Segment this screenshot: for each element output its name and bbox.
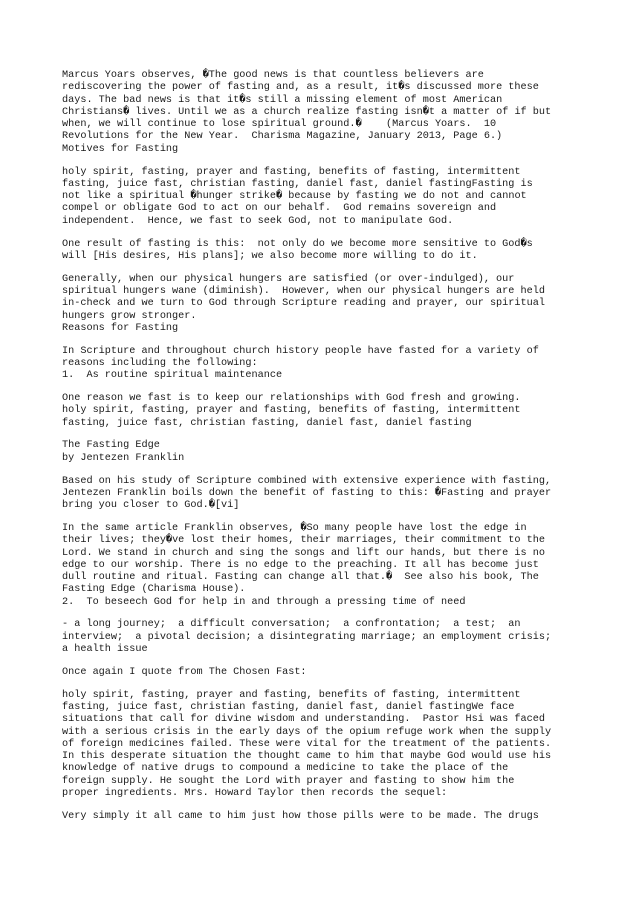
paragraph — [62, 70, 582, 156]
text-line: One result of fasting is this: not only do we become more sensitive to God�s — [62, 238, 533, 250]
text-line: In Scripture and throughout church history people have fasted for a variety of — [62, 345, 539, 357]
text-line: dull routine and ritual. Fasting can change all that.� See also his book, The — [62, 572, 539, 584]
paragraph — [62, 619, 582, 656]
text-line: In the same article Franklin observes, �So many people have lost the edge in — [62, 522, 527, 534]
paragraph — [62, 523, 582, 609]
text-line: not like a spiritual �hunger strike� because by fasting we do not and cannot — [62, 191, 527, 203]
text-line: One reason we fast is to keep our relationships with God fresh and growing. — [62, 393, 521, 405]
text-line: Revolutions for the New Year. Charisma Magazine, January 2013, Page 6.) — [62, 131, 503, 143]
text-line: knowledge of native drugs to compound a medicine to take the place of the — [62, 763, 509, 775]
text-line: In this desperate situation the thought came to him that maybe God would use his — [62, 751, 552, 763]
text-line: Generally, when our physical hungers are satisfied (or over-indulged), our — [62, 273, 515, 285]
document-page — [62, 70, 582, 834]
text-line: independent. Hence, we fast to seek God, not to manipulate God. — [62, 215, 454, 227]
text-line: holy spirit, fasting, prayer and fasting, benefits of fasting, intermittent — [62, 166, 521, 178]
paragraph — [62, 440, 582, 465]
text-line: Marcus Yoars observes, �The good news is that countless believers are — [62, 70, 484, 81]
text-line: edge to our worship. There is no edge to the preaching. It all has become just — [62, 559, 539, 571]
text-line: by Jentezen Franklin — [62, 452, 185, 464]
text-line: of foreign medicines failed. These were vital for the treatment of the patients. — [62, 738, 552, 750]
paragraph — [62, 811, 582, 823]
paragraph — [62, 476, 582, 513]
text-line: bring you closer to God.�[vi] — [62, 500, 240, 512]
text-line: 1. As routine spiritual maintenance — [62, 370, 283, 382]
text-line: compel or obligate God to act on our behalf. God remains sovereign and — [62, 203, 497, 215]
text-line: Motives for Fasting — [62, 143, 179, 155]
text-line: when, we will continue to lose spiritual ground.� (Marcus Yoars. 10 — [62, 119, 497, 131]
text-line: Lord. We stand in church and sing the songs and lift our hands, but there is no — [62, 547, 545, 559]
text-line: Based on his study of Scripture combined with extensive experience with fasting, — [62, 475, 552, 487]
text-line: days. The bad news is that it�s still a missing element of most American — [62, 94, 503, 106]
paragraph — [62, 239, 582, 264]
text-line: - a long journey; a difficult conversation; a confrontation; a test; an — [62, 619, 521, 631]
paragraph — [62, 167, 582, 228]
text-line: holy spirit, fasting, prayer and fasting, benefits of fasting, intermittent — [62, 689, 521, 701]
text-line: 2. To beseech God for help in and through a pressing time of need — [62, 596, 466, 608]
text-line: Fasting Edge (Charisma House). — [62, 584, 246, 596]
text-line: holy spirit, fasting, prayer and fasting, benefits of fasting, intermittent — [62, 405, 521, 417]
text-line: situations that call for divine wisdom and understanding. Pastor Hsi was faced — [62, 714, 545, 726]
text-line: Christians� lives. Until we as a church realize fasting isn�t a matter of if but — [62, 106, 552, 118]
text-line: Reasons for Fasting — [62, 322, 179, 334]
paragraph — [62, 274, 582, 335]
text-line: their lives; they�ve lost their homes, their marriages, their commitment to the — [62, 535, 545, 547]
text-line: in-check and we turn to God through Scripture reading and prayer, our spiritual — [62, 298, 545, 310]
text-line: foreign supply. He sought the Lord with prayer and fasting to show him the — [62, 775, 515, 787]
paragraph — [62, 667, 582, 679]
text-line: fasting, juice fast, christian fasting, daniel fast, daniel fasting — [62, 417, 472, 429]
text-line: a health issue — [62, 644, 148, 656]
text-line: reasons including the following: — [62, 357, 258, 369]
text-line: spiritual hungers wane (diminish). However, when our physical hungers are held — [62, 285, 545, 297]
text-line: The Fasting Edge — [62, 440, 160, 452]
text-line: Once again I quote from The Chosen Fast: — [62, 666, 307, 678]
paragraph — [62, 690, 582, 801]
text-line: proper ingredients. Mrs. Howard Taylor then records the sequel: — [62, 788, 448, 800]
text-line: with a serious crisis in the early days of the opium refuge work when the supply — [62, 726, 552, 738]
text-line: hungers grow stronger. — [62, 310, 197, 322]
text-line: interview; a pivotal decision; a disintegrating marriage; an employment crisis; — [62, 631, 552, 643]
paragraph — [62, 393, 582, 430]
text-line: will [His desires, His plans]; we also become more willing to do it. — [62, 250, 478, 262]
text-line: rediscovering the power of fasting and, as a result, it�s discussed more these — [62, 82, 539, 94]
text-line: fasting, juice fast, christian fasting, daniel fast, daniel fastingWe face — [62, 701, 515, 713]
text-line: Jentezen Franklin boils down the benefit of fasting to this: �Fasting and prayer — [62, 487, 552, 499]
text-line: Very simply it all came to him just how those pills were to be made. The drugs — [62, 810, 539, 822]
paragraph — [62, 346, 582, 383]
text-line: fasting, juice fast, christian fasting, daniel fast, daniel fastingFasting is — [62, 178, 533, 190]
